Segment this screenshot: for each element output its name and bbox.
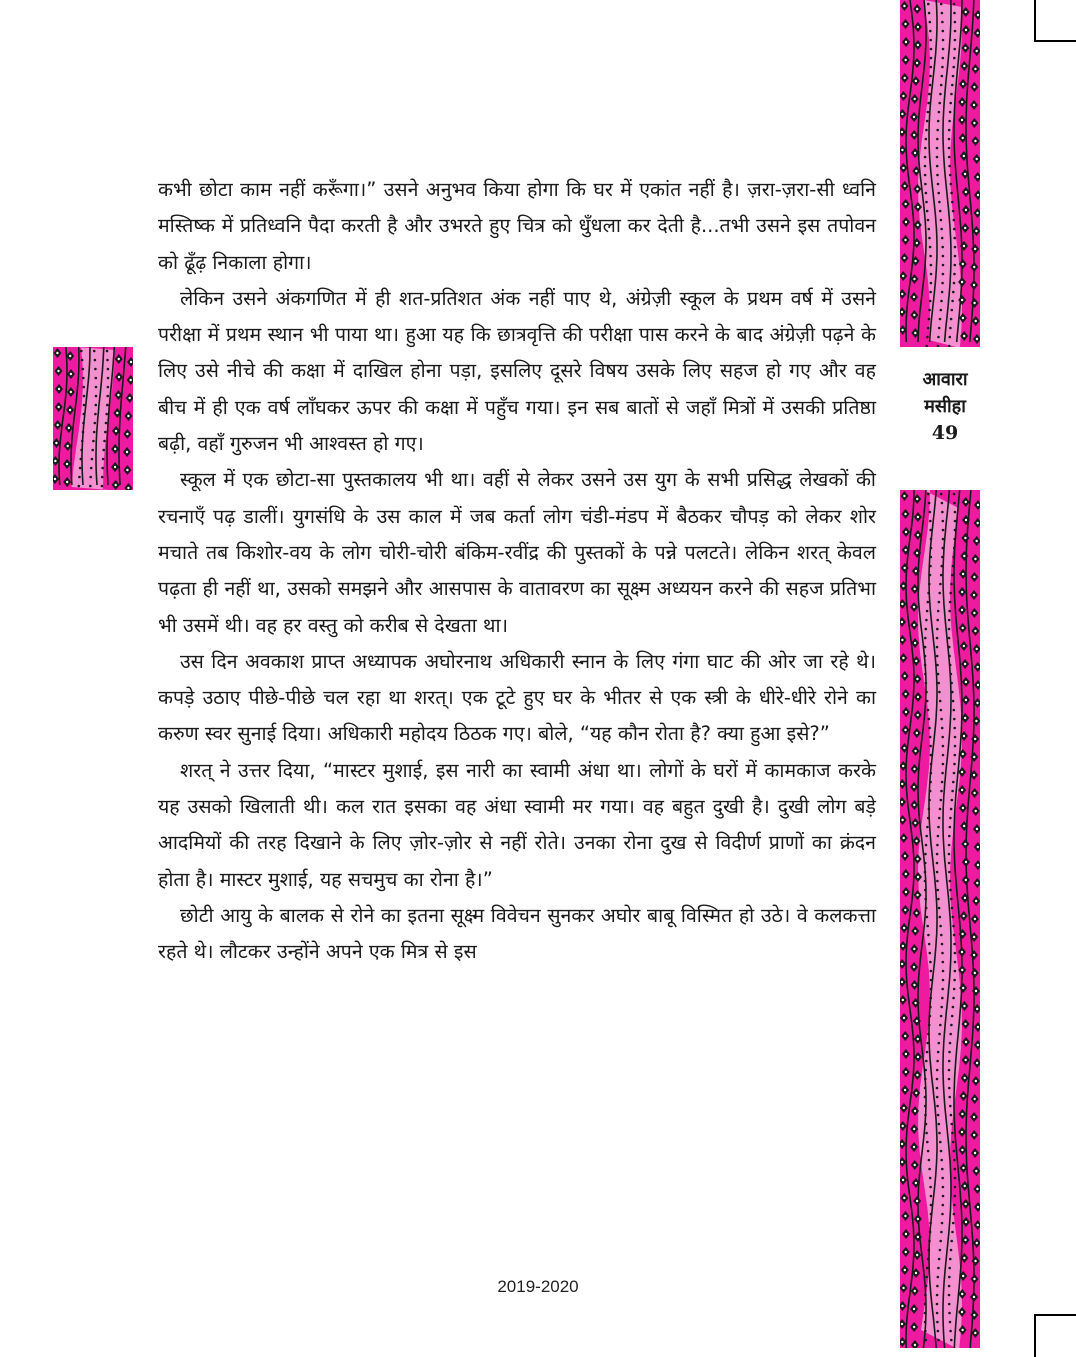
chapter-title-line-2: मसीहा [924, 396, 966, 417]
decorative-pattern [900, 490, 980, 1348]
decorative-border-bottom-right [900, 490, 980, 1348]
paragraph: कभी छोटा काम नहीं करूँगा।” उसने अनुभव किया होगा कि घर में एकांत नहीं है। ज़रा-ज़रा-सी ध्वनि मस्तिष्क में प्रतिध्वनि पैदा करती है और उभरते हुए चित्र को धुँधला कर देती है...तभी उसने इस तपोवन को ढूँढ़ निकाला होगा। [158, 178, 876, 274]
decorative-pattern [900, 0, 980, 347]
crop-mark-top-right [1034, 0, 1076, 42]
body-text [158, 172, 876, 971]
footer-year: 2019-2020 [497, 1277, 579, 1296]
chapter-sidebar [910, 366, 980, 447]
crop-mark-bottom-right [1034, 1314, 1076, 1357]
paragraph: शरत् ने उत्तर दिया, “मास्टर मुशाई, इस नारी का स्वामी अंधा था। लोगों के घरों में कामकाज करके यह उसको खिलाती थी। कल रात इसका वह अंधा स्वामी मर गया। वह बहुत दुखी है। दुखी लोग बड़े आदमियों की तरह दिखाने के लिए ज़ोर-ज़ोर से नहीं रोते। उनका रोना दुख से विदीर्ण प्राणों का क्रंदन होता है। मास्टर मुशाई, यह सचमुच का रोना है।” [158, 758, 876, 891]
paragraph: स्कूल में एक छोटा-सा पुस्तकालय भी था। वहीं से लेकर उसने उस युग के सभी प्रसिद्ध लेखकों की रचनाएँ पढ़ डालीं। युगसंधि के उस काल में जब कर्ता लोग चंडी-मंडप में बैठकर चौपड़ को लेकर शोर मचाते तब किशोर-वय के लोग चोरी-चोरी बंकिम-रवींद्र की पुस्तकों के पन्ने पलटते। लेकिन शरत् केवल पढ़ता ही नहीं था, उसको समझने और आसपास के वातावरण का सूक्ष्म अध्ययन करने की सहज प्रतिभा भी उसमें थी। वह हर वस्तु को करीब से देखता था। [158, 468, 876, 637]
decorative-pattern [53, 347, 133, 490]
paragraph: उस दिन अवकाश प्राप्त अध्यापक अघोरनाथ अधिकारी स्नान के लिए गंगा घाट की ओर जा रहे थे। कपड़े उठाए पीछे-पीछे चल रहा था शरत्। एक टूटे हुए घर के भीतर से एक स्त्री के धीरे-धीरे रोने का करुण स्वर सुनाई दिया। अधिकारी महोदय ठिठक गए। बोले, “यह कौन रोता है? क्या हुआ इसे?” [158, 649, 876, 746]
paragraph: छोटी आयु के बालक से रोने का इतना सूक्ष्म विवेचन सुनकर अघोर बाबू विस्मित हो उठे। वे कलकत्ता रहते थे। लौटकर उन्होंने अपने एक मित्र से इस [158, 903, 876, 964]
decorative-border-left [53, 347, 133, 490]
paragraph: लेकिन उसने अंकगणित में ही शत-प्रतिशत अंक नहीं पाए थे, अंग्रेज़ी स्कूल के प्रथम वर्ष में उसने परीक्षा में प्रथम स्थान भी पाया था। हुआ यह कि छात्रवृत्ति की परीक्षा पास करने के बाद अंग्रेज़ी पढ़ने के लिए उसे नीचे की कक्षा में दाखिल होना पड़ा, इसलिए दूसरे विषय उसके लिए सहज हो गए और वह बीच में ही एक वर्ष लाँघकर ऊपर की कक्षा में पहुँच गया। इन सब बातों से जहाँ मित्रों में उसकी प्रतिष्ठा बढ़ी, वहाँ गुरुजन भी आश्वस्त हो गए। [158, 286, 876, 456]
page-number: 49 [931, 422, 959, 444]
chapter-title-line-1: आवारा [922, 369, 968, 390]
decorative-border-top-right [900, 0, 980, 347]
